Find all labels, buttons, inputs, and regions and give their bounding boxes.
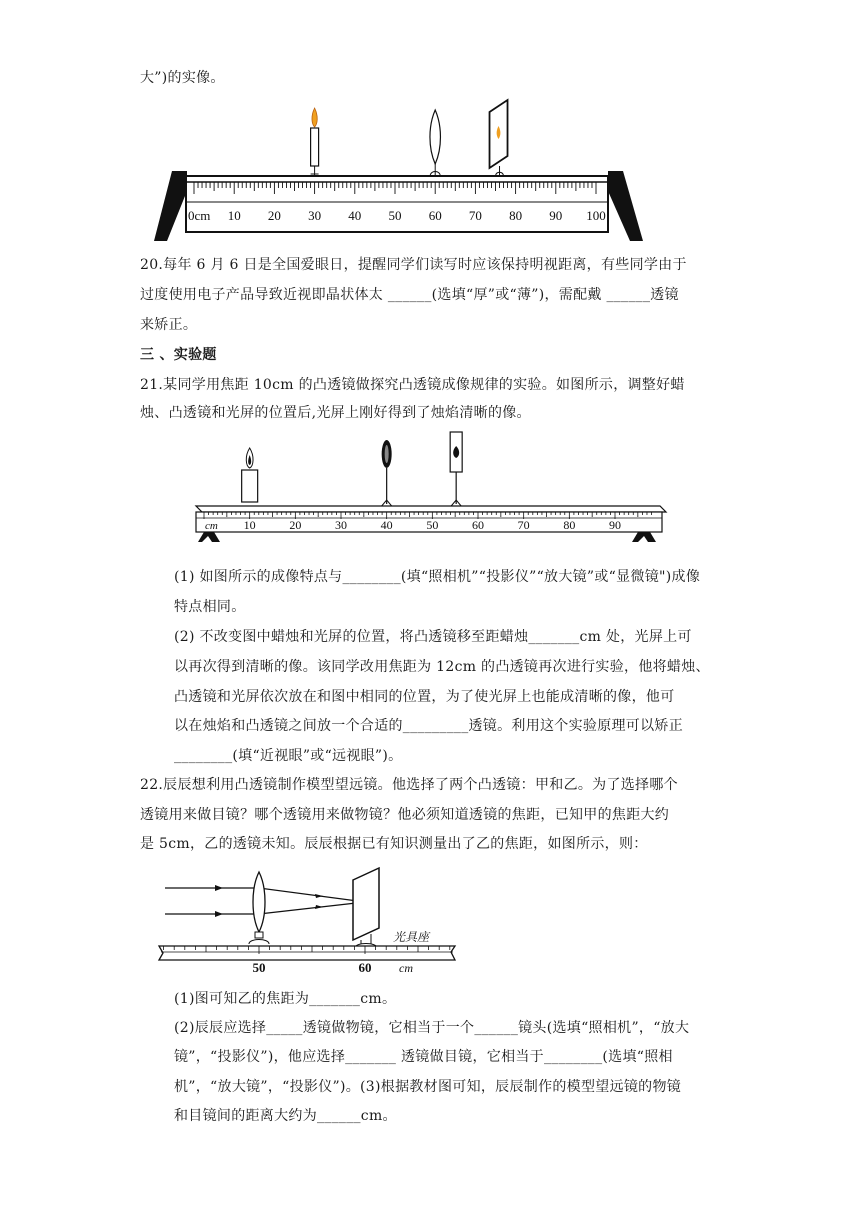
text-line: 透镜用来做目镜？哪个透镜用来做物镜？他必须知道透镜的焦距，已知甲的焦距大约 (140, 807, 670, 823)
bench-rail (159, 946, 455, 960)
tick-label: 10 (243, 518, 256, 532)
tick-label: 90 (549, 208, 563, 223)
text-line: 大”)的实像。 (140, 70, 225, 86)
convex-lens (430, 110, 441, 176)
text-line: 22.辰辰想利用凸透镜制作模型望远镜。他选择了两个凸透镜：甲和乙。为了选择哪个 (140, 777, 678, 793)
tick-label: 60 (358, 960, 372, 975)
convex-lens (382, 440, 392, 506)
arrow-icon (315, 905, 323, 909)
light-screen (490, 100, 508, 176)
tick-label: 80 (509, 208, 523, 223)
tick-label: 70 (517, 518, 530, 532)
light-screen (450, 432, 462, 506)
tick-label: 60 (472, 518, 484, 532)
tick-label: 50 (252, 960, 266, 975)
text-line: 凸透镜和光屏依次放在和图中相同的位置，为了使光屏上也能成清晰的像，他可 (174, 689, 675, 705)
unit-label: cm (399, 961, 413, 975)
text-line: 以再次得到清晰的像。该同学改用焦距为 12cm 的凸透镜再次进行实验，他将蜡烛、 (174, 659, 710, 675)
tick-label: 30 (335, 518, 347, 532)
tick-label: 60 (428, 208, 442, 223)
text-line: (2) 不改变图中蜡烛和光屏的位置，将凸透镜移至距蜡烛_______cm 处，光屏上可 (174, 629, 692, 645)
section-heading: 三 、实验题 (140, 347, 217, 363)
bench-right-stand (608, 171, 643, 241)
text-line: 机”，“放大镜”，“投影仪”)。(3)根据教材图可知，辰辰制作的模型望远镜的物镜 (174, 1079, 682, 1095)
text-line: 过度使用电子产品导致近视即晶状体太 ______(选填“厚”或“薄”)，需配戴 ______透镜 (140, 287, 679, 303)
bench-left-stand (154, 171, 187, 241)
bench-label: 光具座 (393, 930, 430, 944)
candle (311, 108, 319, 176)
text-line: 是 5cm，乙的透镜未知。辰辰根据已有知识测量出了乙的焦距，如图所示，则： (140, 836, 648, 852)
tick-label: 80 (563, 518, 576, 532)
tick-label: 90 (609, 518, 621, 532)
tick-label: 40 (380, 518, 393, 532)
candle (242, 448, 258, 502)
tick-label: 100 (586, 208, 606, 223)
tick-label: 30 (308, 208, 322, 223)
text-line: 特点相同。 (174, 599, 246, 615)
text-line: 来矫正。 (140, 317, 198, 333)
text-line: (1) 如图所示的成像特点与________(填“照相机”“投影仪”“放大镜”或“显微镜")成像 (174, 569, 701, 585)
tick-label: 40 (348, 208, 362, 223)
figure-optical-bench-1 (150, 96, 650, 246)
arrow-icon (315, 894, 323, 898)
text-line: (2)辰辰应选择_____透镜做物镜，它相当于一个______镜头(选填“照相机”，“放大 (174, 1020, 690, 1036)
tick-label: 70 (468, 208, 482, 223)
arrow-icon (215, 911, 223, 917)
tick-label: 50 (388, 208, 402, 223)
unit-label: 0cm (188, 208, 211, 223)
light-screen (353, 868, 379, 948)
flame-icon (312, 108, 317, 127)
tick-label: 20 (289, 518, 302, 532)
bench-foot (198, 532, 220, 542)
bench-rail (186, 176, 608, 232)
tick-label: 50 (426, 518, 439, 532)
text-line: 烛、凸透镜和光屏的位置后,光屏上刚好得到了烛焰清晰的像。 (140, 405, 531, 421)
text-line: 镜”，“投影仪”)，他应选择_______ 透镜做目镜，它相当于________(选填“照相 (174, 1049, 673, 1065)
text-line: 以在烛焰和凸透镜之间放一个合适的_________透镜。利用这个实验原理可以矫正 (174, 718, 683, 734)
text-line: 21.某同学用焦距 10cm 的凸透镜做探究凸透镜成像规律的实验。如图所示，调整好蜡 (140, 377, 685, 393)
text-line: 20.每年 6 月 6 日是全国爱眼日，提醒同学们读写时应该保持明视距离，有些同学由于 (140, 257, 687, 273)
arrow-icon (215, 885, 223, 891)
tick-label: 20 (267, 208, 281, 223)
figure-optical-bench-2 (190, 428, 670, 548)
unit-label: cm (205, 520, 218, 532)
text-line: 和目镜间的距离大约为______cm。 (174, 1108, 397, 1124)
tick-label: 10 (227, 208, 241, 223)
bench-foot (632, 532, 656, 542)
figure-focal-length (155, 866, 465, 978)
convex-lens (249, 872, 269, 944)
text-line: (1)图可知乙的焦距为_______cm。 (174, 991, 397, 1007)
text-line: ________(填“近视眼”或“远视眼”)。 (174, 748, 403, 764)
